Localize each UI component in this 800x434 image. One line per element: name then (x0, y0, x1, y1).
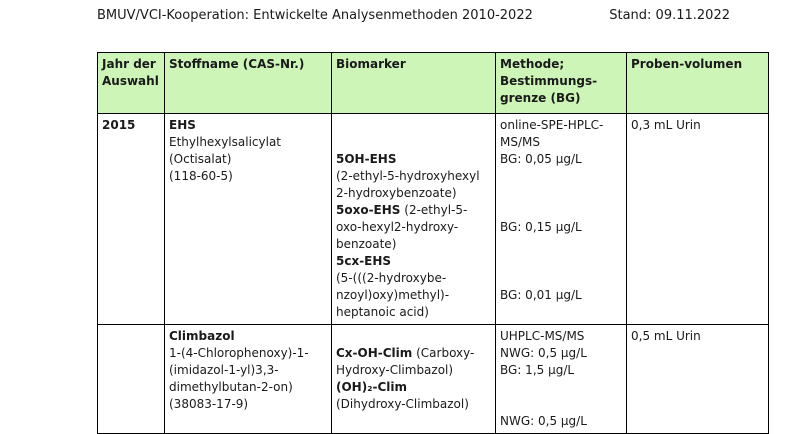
biomarker-name: (OH)₂-Clim (336, 380, 407, 394)
document-title: BMUV/VCI-Kooperation: Entwickelte Analysenmethoden 2010-2022 (97, 8, 533, 23)
biomarker-entry (336, 253, 491, 321)
biomarker-name: 5OH-EHS (336, 152, 397, 166)
document-date: Stand: 09.11.2022 (609, 8, 730, 23)
substance-line: 1-(4-Chlorophenoxy)-1-(imidazol-1-yl)3,3-dimethylbutan-2-on) (169, 346, 309, 394)
substance-cell (165, 325, 332, 434)
method-name: online-SPE-HPLC-MS/MS (500, 118, 604, 149)
biomarker-cell (332, 325, 496, 434)
biomarker-entry (336, 379, 491, 413)
method-limit: BG: 0,01 µg/L (500, 288, 582, 302)
volume-cell: 0,5 mL Urin (627, 325, 769, 434)
biomarker-name: 5oxo-EHS (336, 203, 401, 217)
biomarker-entry (336, 151, 491, 202)
biomarker-entry (336, 345, 491, 379)
biomarker-desc: (2-ethyl-5-oxo-hexyl2-hydroxy-benzoate) (336, 203, 468, 251)
method-name: UHPLC-MS/MS (500, 329, 585, 343)
biomarker-entry (336, 202, 491, 253)
biomarker-desc: (2-ethyl-5-hydroxyhexyl 2-hydroxybenzoate) (336, 169, 480, 200)
table-row (98, 325, 769, 434)
method-limit: NWG: 0,5 µg/L (500, 346, 587, 360)
method-limit: BG: 1,5 µg/L (500, 363, 575, 377)
biomarker-name: Cx-OH-Clim (336, 346, 413, 360)
table-row (98, 114, 769, 325)
substance-cell (165, 114, 332, 325)
col-header-year: Jahr der Auswahl (98, 53, 165, 114)
col-header-substance: Stoffname (CAS-Nr.) (165, 53, 332, 114)
biomarker-name: 5cx-EHS (336, 254, 392, 268)
col-header-biomarker: Biomarker (332, 53, 496, 114)
volume-cell: 0,3 mL Urin (627, 114, 769, 325)
method-cell (496, 114, 627, 325)
substance-line: (38083-17-9) (169, 397, 249, 411)
substance-line: (118-60-5) (169, 169, 233, 183)
col-header-method: Methode; Bestimmungs-grenze (BG) (496, 53, 627, 114)
method-limit: BG: 0,05 µg/L (500, 152, 582, 166)
method-limit: NWG: 0,5 µg/L (500, 414, 587, 428)
page-header (97, 8, 730, 23)
table-header-row (98, 53, 769, 114)
method-limit: BG: 0,15 µg/L (500, 220, 582, 234)
substance-line: Ethylhexylsalicylat (169, 135, 282, 149)
biomarker-desc: (5-(((2-hydroxybe-nzoyl)oxy)methyl)-heptanoic acid) (336, 271, 450, 319)
substance-line: (Octisalat) (169, 152, 232, 166)
substance-name: EHS (169, 118, 196, 132)
method-cell (496, 325, 627, 434)
year-cell: 2015 (98, 114, 165, 325)
biomarker-desc: (Carboxy-Hydroxy-Climbazol) (336, 346, 475, 377)
methods-table (97, 52, 769, 434)
substance-name: Climbazol (169, 329, 235, 343)
biomarker-cell (332, 114, 496, 325)
year-cell (98, 325, 165, 434)
biomarker-desc: (Dihydroxy-Climbazol) (336, 397, 469, 411)
col-header-volume: Proben-volumen (627, 53, 769, 114)
